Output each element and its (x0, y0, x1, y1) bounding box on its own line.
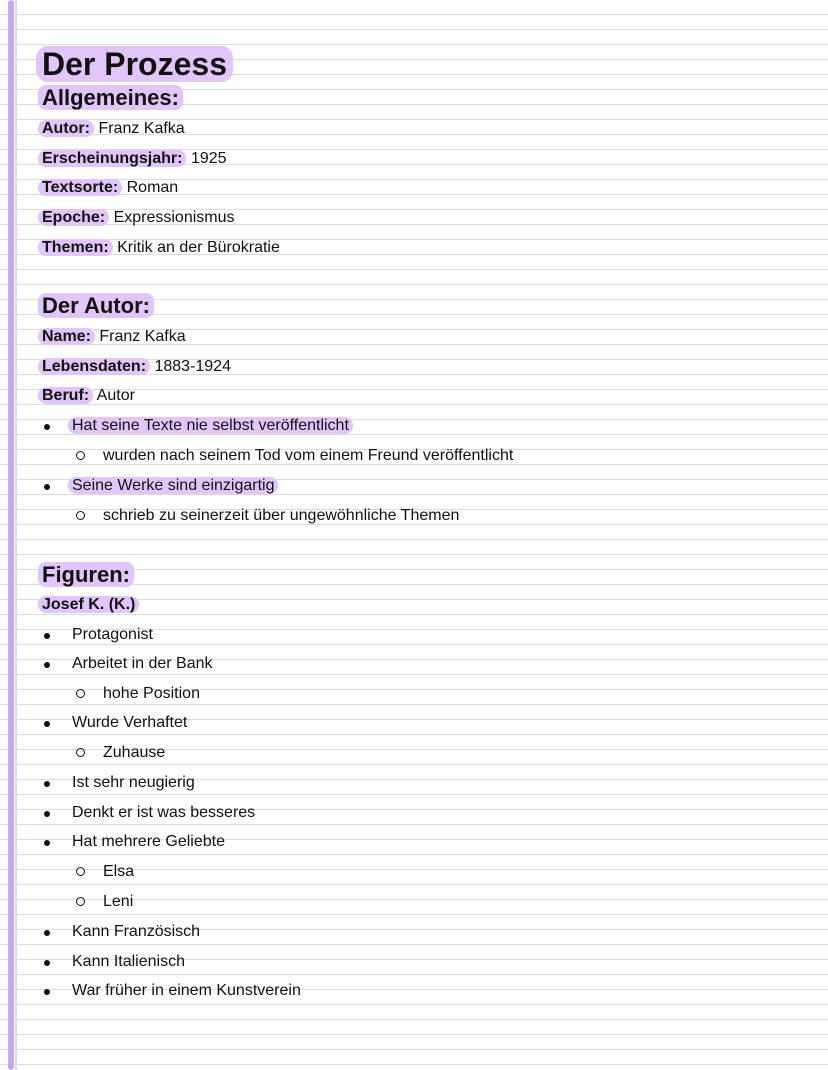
section-heading-allgemeines: Allgemeines: (42, 85, 183, 111)
circle-bullet-icon (76, 451, 85, 460)
info-row-lebensdaten: Lebensdaten: 1883-1924 (42, 357, 231, 377)
info-row-erscheinungsjahr: Erscheinungsjahr: 1925 (42, 149, 227, 169)
list-subitem: hohe Position (103, 685, 200, 702)
list-subitem: Elsa (103, 863, 135, 880)
circle-bullet-icon (76, 897, 85, 906)
info-row-textsorte: Textsorte: Roman (42, 178, 178, 198)
bullet-icon (44, 989, 50, 995)
list-item: Wurde Verhaftet (72, 714, 188, 731)
page-title: Der Prozess (42, 44, 233, 84)
info-row-autor: Autor: Franz Kafka (42, 119, 185, 139)
section-heading-autor: Der Autor: (42, 293, 154, 319)
list-item: War früher in einem Kunstverein (72, 982, 301, 999)
list-item: Kann Italienisch (72, 953, 185, 970)
list-item: Seine Werke sind einzigartig (72, 476, 278, 496)
list-subitem: Leni (103, 893, 134, 910)
section-heading-figuren: Figuren: (42, 562, 134, 588)
circle-bullet-icon (76, 748, 85, 757)
info-row-name: Name: Franz Kafka (42, 327, 186, 347)
bullet-icon (44, 930, 50, 936)
list-item: Hat seine Texte nie selbst veröffentlicht (72, 416, 353, 436)
circle-bullet-icon (76, 867, 85, 876)
margin-line-inner (15, 0, 17, 1070)
bullet-icon (44, 811, 50, 817)
margin-line (8, 0, 14, 1070)
list-item: Hat mehrere Geliebte (72, 833, 225, 850)
list-item: Denkt er ist was besseres (72, 804, 256, 821)
info-row-epoche: Epoche: Expressionismus (42, 208, 235, 228)
bullet-icon (44, 721, 50, 727)
list-subitem: Zuhause (103, 744, 166, 761)
list-item: Kann Französisch (72, 923, 201, 940)
bullet-icon (44, 840, 50, 846)
list-item: Ist sehr neugierig (72, 774, 195, 791)
list-subitem: schrieb zu seinerzeit über ungewöhnliche Themen (103, 507, 460, 524)
bullet-icon (44, 960, 50, 966)
bullet-icon (44, 662, 50, 668)
circle-bullet-icon (76, 511, 85, 520)
circle-bullet-icon (76, 689, 85, 698)
bullet-icon (44, 424, 50, 430)
character-name: Josef K. (K.) (42, 595, 139, 615)
bullet-icon (44, 781, 50, 787)
info-row-beruf: Beruf: Autor (42, 386, 135, 406)
bullet-icon (44, 633, 50, 639)
bullet-icon (44, 484, 50, 490)
info-row-themen: Themen: Kritik an der Bürokratie (42, 238, 280, 258)
list-item: Arbeitet in der Bank (72, 655, 213, 672)
list-subitem: wurden nach seinem Tod vom einem Freund veröffentlicht (103, 447, 514, 464)
list-item: Protagonist (72, 626, 153, 643)
